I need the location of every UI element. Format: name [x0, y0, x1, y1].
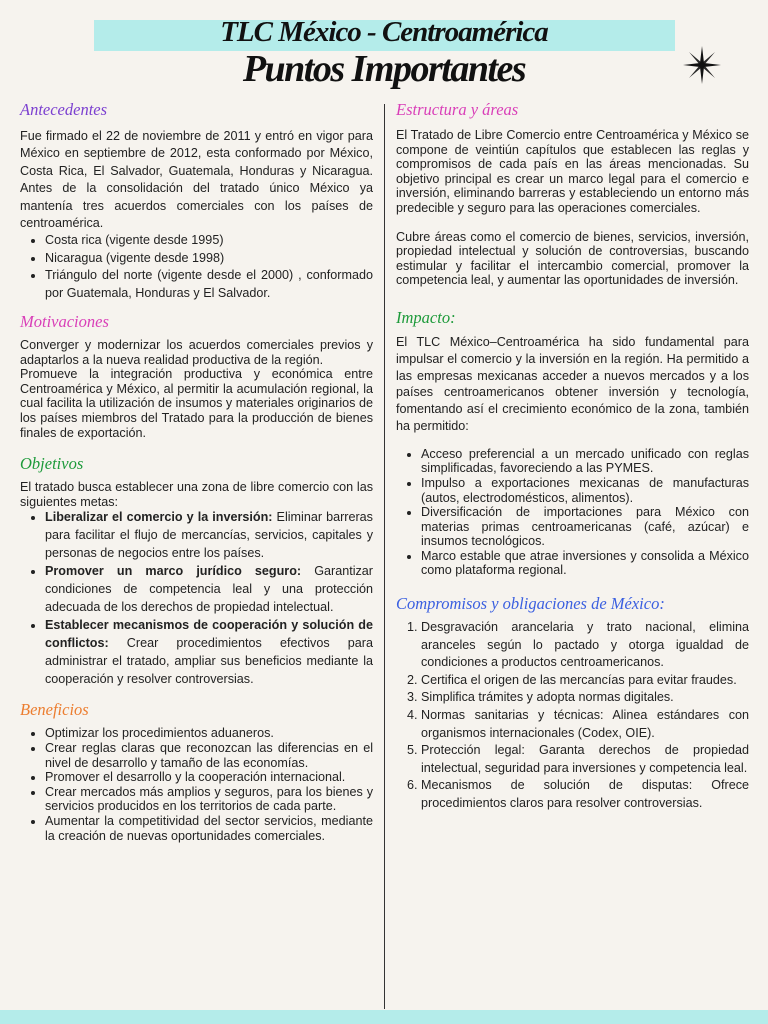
bottom-band	[0, 1010, 768, 1024]
list-item: 2. Certifica el origen de las mercancías para evitar fraudes.	[421, 672, 749, 690]
section-motivaciones	[20, 312, 373, 440]
list-item: • Marco estable que atrae inversiones y consolida a México como plataforma regional.	[421, 549, 749, 578]
section-antecedentes	[20, 100, 373, 302]
motivaciones-p1: Converger y modernizar los acuerdos comerciales previos y adaptarlos a la nueva realidad productiva de la región.	[20, 338, 373, 367]
section-impacto	[396, 308, 749, 578]
beneficios-list	[20, 726, 373, 843]
list-item: • Aumentar la competitividad del sector servicios, mediante la creación de nuevas oportunidades comerciales.	[45, 814, 373, 843]
page-title: TLC México - Centroamérica	[220, 16, 548, 48]
left-column	[20, 100, 373, 843]
estructura-p2: Cubre áreas como el comercio de bienes, servicios, inversión, propiedad intelectual y solución de controversias, buscando estimular y facilitar el intercambio comercial, promover la competencia leal, y aumentar las oportunidades de inversión.	[396, 229, 749, 288]
column-divider	[384, 104, 385, 1009]
list-item: • Promover el desarrollo y la cooperación internacional.	[45, 770, 373, 785]
list-item	[45, 509, 373, 563]
objetivo-bold: Liberalizar el comercio y la inversión:	[45, 510, 273, 525]
objetivo-text: Eliminar barreras para facilitar el flujo de mercancías, servicios, capitales y personas de negocios entre los países.	[45, 510, 373, 561]
heading-objetivos: Objetivos	[20, 454, 84, 474]
heading-beneficios: Beneficios	[20, 700, 89, 720]
section-beneficios	[20, 700, 373, 843]
heading-antecedentes: Antecedentes	[20, 100, 108, 119]
list-item: • Acceso preferencial a un mercado unificado con reglas simplificadas, favoreciendo a las PYMES.	[421, 447, 749, 476]
list-item: • Triángulo del norte (vigente desde el 2000) , conformado por Guatemala, Honduras y El Salvador.	[45, 267, 373, 302]
heading-compromisos: Compromisos y obligaciones de México:	[396, 594, 665, 614]
heading-impacto: Impacto:	[396, 307, 456, 327]
list-item: 4. Normas sanitarias y técnicas: Alinea estándares con organismos internacionales (Codex, OIE).	[421, 707, 749, 742]
right-column	[396, 100, 749, 813]
list-item: • Crear reglas claras que reconozcan las diferencias en el nivel de desarrollo y tamaño de las economías.	[45, 741, 373, 770]
objetivo-bold: Promover un marco jurídico seguro:	[45, 564, 302, 579]
section-compromisos	[396, 594, 749, 813]
page-subtitle: Puntos Importantes	[242, 48, 526, 90]
antecedentes-list	[20, 232, 373, 302]
impacto-list	[396, 447, 749, 578]
estructura-p1: El Tratado de Libre Comercio entre Centroamérica y México se compone de veintiún capítulos que establecen las reglas y compromisos de cada país en las áreas mencionadas. Su objetivo principal es crear un marco legal para el comercio e inversión, eliminando barreras y estableciendo un entorno más predecible y seguro para las operaciones comerciales.	[396, 128, 749, 215]
list-item: 1. Desgravación arancelaria y trato nacional, elimina aranceles según lo pactado y otorga igualdad de condiciones a productos centroamericanos.	[421, 619, 749, 672]
section-objetivos	[20, 454, 373, 688]
section-estructura	[396, 100, 749, 288]
objetivo-text: Garantizar condiciones de competencia leal y una protección adecuada de los derechos de propiedad intelectual.	[45, 564, 373, 614]
list-item: • Costa rica (vigente desde 1995)	[45, 232, 373, 249]
list-item: • Diversificación de importaciones para México con materias primas centroamericanas (café, azúcar) e insumos tecnológicos.	[421, 505, 749, 549]
motivaciones-p2: Promueve la integración productiva y económica entre Centroamérica y México, al permitir la acumulación regional, la cual facilita la utilización de insumos y materiales originarios de los países miembros del Tratado para la producción de bienes finales de exportación.	[20, 367, 373, 440]
list-item: 5. Protección legal: Garanta derechos de propiedad intelectual, seguridad para inversiones y competencia leal.	[421, 742, 749, 777]
objetivo-bold: Establecer mecanismos de cooperación y solución de conflictos:	[45, 617, 373, 650]
antecedentes-text: Fue firmado el 22 de noviembre de 2011 y entró en vigor para México en septiembre de 2012, esta conformado por México, Costa Rica, El Salvador, Guatemala, Honduras y Nicaragua. Antes de la consolidación del tratado único México ya mantenía tres acuerdos comerciales con los países de centroamérica.	[20, 129, 373, 231]
list-item	[45, 563, 373, 617]
list-item: • Crear mercados más amplios y seguros, para los bienes y servicios producidos en los territorios de cada parte.	[45, 785, 373, 814]
list-item: • Optimizar los procedimientos aduaneros.	[45, 726, 373, 741]
list-item: • Impulso a exportaciones mexicanas de manufacturas (autos, electrodomésticos, alimentos).	[421, 476, 749, 505]
heading-estructura: Estructura y áreas	[396, 100, 519, 119]
list-item	[45, 617, 373, 689]
list-item: 3. Simplifica trámites y adopta normas digitales.	[421, 689, 749, 707]
list-item: • Nicaragua (vigente desde 1998)	[45, 250, 373, 267]
objetivos-list	[20, 509, 373, 688]
four-point-star-icon	[681, 44, 723, 86]
impacto-text: El TLC México–Centroamérica ha sido fundamental para impulsar el comercio y la inversión en la región. Ha permitido a las empresas mexicanas acceder a nuevos mercados y a los países centroamericanos obtener inversión y tecnología, fomentando así el crecimiento económico de la zona, también ha permitido:	[396, 334, 749, 433]
objetivo-text: Crear procedimientos efectivos para administrar el tratado, ampliar sus beneficios mediante la cooperación y resolver controversias.	[45, 635, 373, 686]
list-item: 6. Mecanismos de solución de disputas: Ofrece procedimientos claros para resolver controversias.	[421, 777, 749, 812]
compromisos-list	[396, 619, 749, 813]
heading-motivaciones: Motivaciones	[20, 312, 109, 332]
objetivos-intro: El tratado busca establecer una zona de libre comercio con las siguientes metas:	[20, 480, 373, 509]
